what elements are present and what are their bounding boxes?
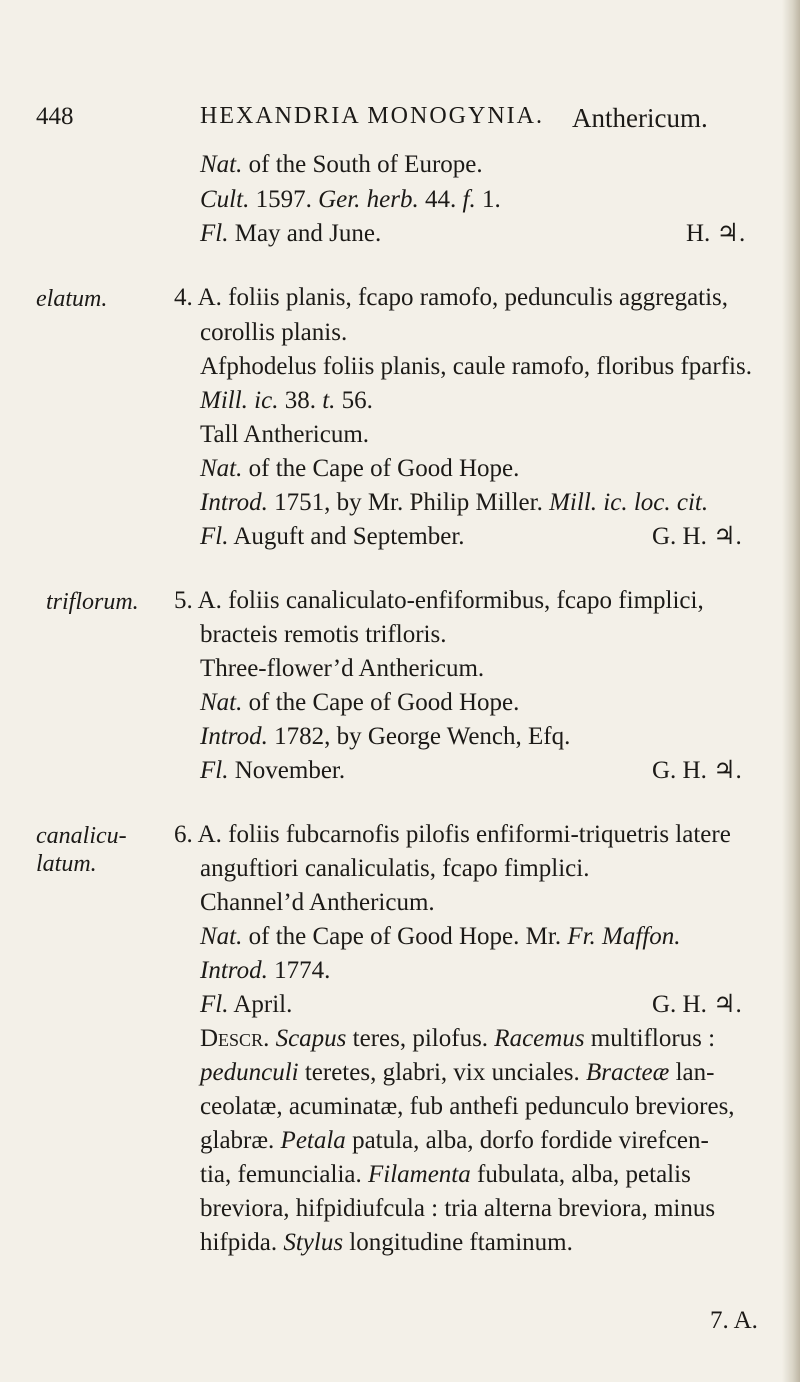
common-name: Tall Anthericum. [200,421,370,448]
common-name: Three-flower’d Anthericum. [200,655,485,682]
diagnosis-line: bracteis remotis trifloris. [200,621,447,648]
habitat-code: G. H. ♃. [652,991,742,1018]
page-number: 448 [36,103,74,130]
diagnosis-line: 6. A. foliis fubcarnofis pilofis enfiformi-triquetris latere [174,821,731,848]
description-line: hifpida. Stylus longitudine ftaminum. [200,1229,573,1256]
species-name-canaliculatum-1: canalicu- [36,823,127,849]
flowering-line: Fl. May and June. [200,220,382,247]
introduced-line: Introd. 1782, by George Wench, Efq. [200,723,571,750]
description-line: pedunculi teretes, glabri, vix unciales. Bracteæ lan- [200,1059,715,1086]
common-name: Channel’d Anthericum. [200,889,435,916]
description-line: breviora, hifpidiufcula : tria alterna breviora, minus [200,1195,716,1222]
species-name-canaliculatum-2: latum. [36,851,97,877]
description-line: ceolatæ, acuminatæ, fub anthefi pedunculo breviores, [200,1093,735,1120]
page-edge-shadow [782,0,800,1382]
genus-heading: Anthericum. [572,103,708,133]
species-name-triflorum: triflorum. [46,589,139,615]
synonym-line: Afphodelus foliis planis, caule ramofo, floribus fparfis. [200,353,752,380]
habitat-code: H. ♃. [686,220,746,247]
native-line: Nat. of the Cape of Good Hope. [200,689,520,716]
catchword: 7. A. [710,1307,758,1334]
description-line: glabræ. Petala patula, alba, dorfo fordide virefcen- [200,1127,709,1154]
description-line: tia, femuncialia. Filamenta fubulata, alba, petalis [200,1161,691,1188]
diagnosis-line: 5. A. foliis canaliculato-enfiformibus, fcapo fimplici, [174,587,704,614]
native-line: Nat. of the Cape of Good Hope. [200,455,520,482]
flowering-line: Fl. November. [200,757,346,784]
native-line: Nat. of the Cape of Good Hope. Mr. Fr. Maffon. [200,923,681,950]
diagnosis-line: corollis planis. [200,319,348,346]
diagnosis-line: anguftiori canaliculatis, fcapo fimplici. [200,855,590,882]
habitat-code: G. H. ♃. [652,523,742,550]
introduced-line: Introd. 1774. [200,957,331,984]
flowering-line: Fl. April. [200,991,293,1018]
synonym-reference: Mill. ic. 38. t. 56. [200,387,373,414]
habitat-code: G. H. ♃. [652,757,742,784]
diagnosis-line: 4. A. foliis planis, fcapo ramofo, pedunculis aggregatis, [174,284,729,311]
native-line: Nat. of the South of Europe. [200,151,483,178]
running-title: HEXANDRIA MONOGYNIA. [200,103,544,129]
cultivation-line: Cult. 1597. Ger. herb. 44. f. 1. [200,186,501,213]
description-line: Descr. Scapus teres, pilofus. Racemus multiflorus : [200,1025,716,1052]
species-name-elatum: elatum. [36,286,108,312]
flowering-line: Fl. Auguft and September. [200,523,465,550]
introduced-line: Introd. 1751, by Mr. Philip Miller. Mill. ic. loc. cit. [200,489,709,516]
